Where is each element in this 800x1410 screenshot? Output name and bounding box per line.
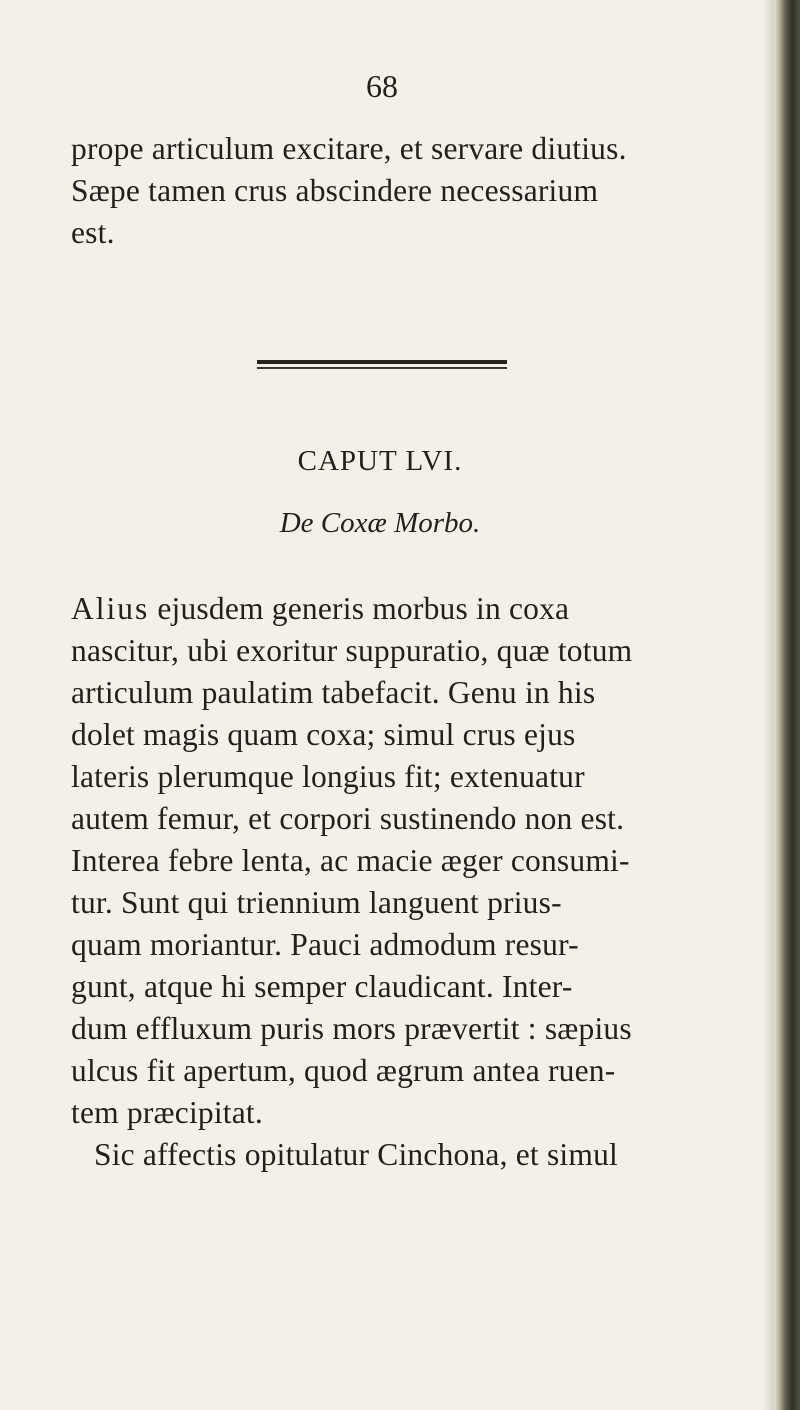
text-line: lateris plerumque longius fit; extenuatur (71, 759, 585, 794)
section-divider (257, 360, 507, 370)
text-line: tem præcipitat. (71, 1095, 263, 1130)
text-line: quam moriantur. Pauci admodum resur- (71, 927, 579, 962)
drop-word: Alius (71, 591, 150, 626)
text-line: Sæpe tamen crus abscindere necessarium (71, 173, 599, 208)
text-line: articulum paulatim tabefacit. Genu in his (71, 675, 596, 710)
text-line: Interea febre lenta, ac macie æger consumi- (71, 843, 630, 878)
first-line-rest: ejusdem generis morbus in coxa (149, 591, 570, 626)
top-paragraph (71, 128, 627, 254)
chapter-subtitle: De Coxæ Morbo. (279, 507, 481, 539)
text-line: est. (71, 215, 115, 250)
text-line: tur. Sunt qui triennium languent prius- (71, 885, 562, 920)
text-line: dolet magis quam coxa; simul crus ejus (71, 717, 576, 752)
text-line: gunt, atque hi semper claudicant. Inter- (71, 969, 573, 1004)
text-line: ulcus fit apertum, quod ægrum antea ruen- (71, 1053, 616, 1088)
chapter-body (71, 588, 632, 1176)
text-line: Sic affectis opitulatur Cinchona, et simul (94, 1137, 618, 1172)
text-line: nascitur, ubi exoritur suppuratio, quæ totum (71, 633, 633, 668)
page-gutter-shadow (764, 0, 774, 1410)
text-line: autem femur, et corpori sustinendo non est. (71, 801, 625, 836)
chapter-title: CAPUT LVI. (297, 445, 463, 477)
text-line: prope articulum excitare, et servare diutius. (71, 131, 627, 166)
page-number: 68 (366, 68, 398, 104)
text-line: dum effluxum puris mors prævertit : sæpius (71, 1011, 632, 1046)
book-spine-edge (774, 0, 800, 1410)
text-line (71, 588, 632, 630)
